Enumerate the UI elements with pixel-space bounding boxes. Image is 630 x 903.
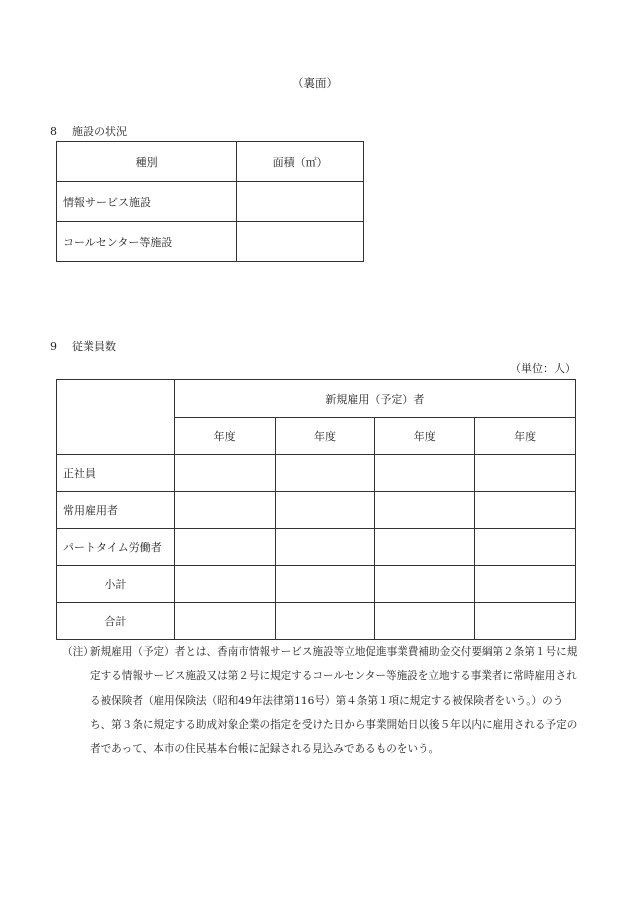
section-number: 8: [50, 125, 57, 138]
area-input-cell[interactable]: [237, 182, 364, 222]
unit-label: （単位：人）: [510, 362, 576, 375]
row-label: パートタイム労働者: [57, 529, 175, 566]
section-8-heading: [50, 123, 127, 139]
table-row: [57, 529, 576, 566]
table-row: [57, 182, 364, 222]
value-cell[interactable]: [275, 455, 375, 492]
value-cell[interactable]: [375, 492, 475, 529]
group-header: 新規雇用（予定）者: [174, 380, 575, 418]
value-cell[interactable]: [475, 603, 576, 640]
table-row: [57, 566, 576, 603]
value-cell[interactable]: [174, 566, 275, 603]
footnote: [62, 640, 582, 761]
page-title: （裏面）: [292, 76, 338, 90]
table-header-row: [57, 380, 576, 418]
table-row: [57, 455, 576, 492]
facilities-table: [56, 141, 364, 262]
year-header: 年度: [174, 418, 275, 455]
value-cell[interactable]: [275, 529, 375, 566]
value-cell[interactable]: [275, 566, 375, 603]
value-cell[interactable]: [174, 603, 275, 640]
value-cell[interactable]: [174, 455, 275, 492]
value-cell[interactable]: [475, 455, 576, 492]
section-title: 施設の状況: [72, 125, 127, 138]
section-number: 9: [50, 340, 57, 353]
value-cell[interactable]: [275, 492, 375, 529]
value-cell[interactable]: [475, 566, 576, 603]
section-9-heading: [50, 338, 116, 354]
corner-cell: [57, 380, 175, 455]
total-label: 合計: [57, 603, 175, 640]
subtotal-label: 小計: [57, 566, 175, 603]
column-header-area: 面積（㎡）: [237, 142, 364, 182]
table-header-row: [57, 142, 364, 182]
footnote-text: 新規雇用（予定）者とは、香南市情報サービス施設等立地促進事業費補助金交付要綱第２条第１号に規定する情報サービス施設又は第２号に規定するコールセンター等施設を立地する事業者に常時雇用される被保険者（雇用保険法（昭和49年法律第116号）第４条第１項に規定する被保険者をいう。）のうち、第３条に規定する助成対象企業の指定を受けた日から事業開始日以後５年以内に雇用される予定の者であって、本市の住民基本台帳に記録される見込みであるものをいう。: [90, 646, 578, 756]
table-row: [57, 222, 364, 262]
year-header: 年度: [375, 418, 475, 455]
footnote-lead: （注）: [62, 646, 94, 658]
column-header-type: 種別: [57, 142, 237, 182]
value-cell[interactable]: [174, 492, 275, 529]
year-header: 年度: [475, 418, 576, 455]
row-label: 正社員: [57, 455, 175, 492]
value-cell[interactable]: [475, 529, 576, 566]
value-cell[interactable]: [475, 492, 576, 529]
row-label: 常用雇用者: [57, 492, 175, 529]
employees-table: [56, 379, 576, 640]
value-cell[interactable]: [375, 603, 475, 640]
value-cell[interactable]: [174, 529, 275, 566]
table-row: [57, 492, 576, 529]
year-header: 年度: [275, 418, 375, 455]
value-cell[interactable]: [375, 566, 475, 603]
section-title: 従業員数: [72, 340, 116, 353]
row-label: 情報サービス施設: [57, 182, 237, 222]
value-cell[interactable]: [275, 603, 375, 640]
area-input-cell[interactable]: [237, 222, 364, 262]
value-cell[interactable]: [375, 455, 475, 492]
value-cell[interactable]: [375, 529, 475, 566]
table-row: [57, 603, 576, 640]
row-label: コールセンター等施設: [57, 222, 237, 262]
